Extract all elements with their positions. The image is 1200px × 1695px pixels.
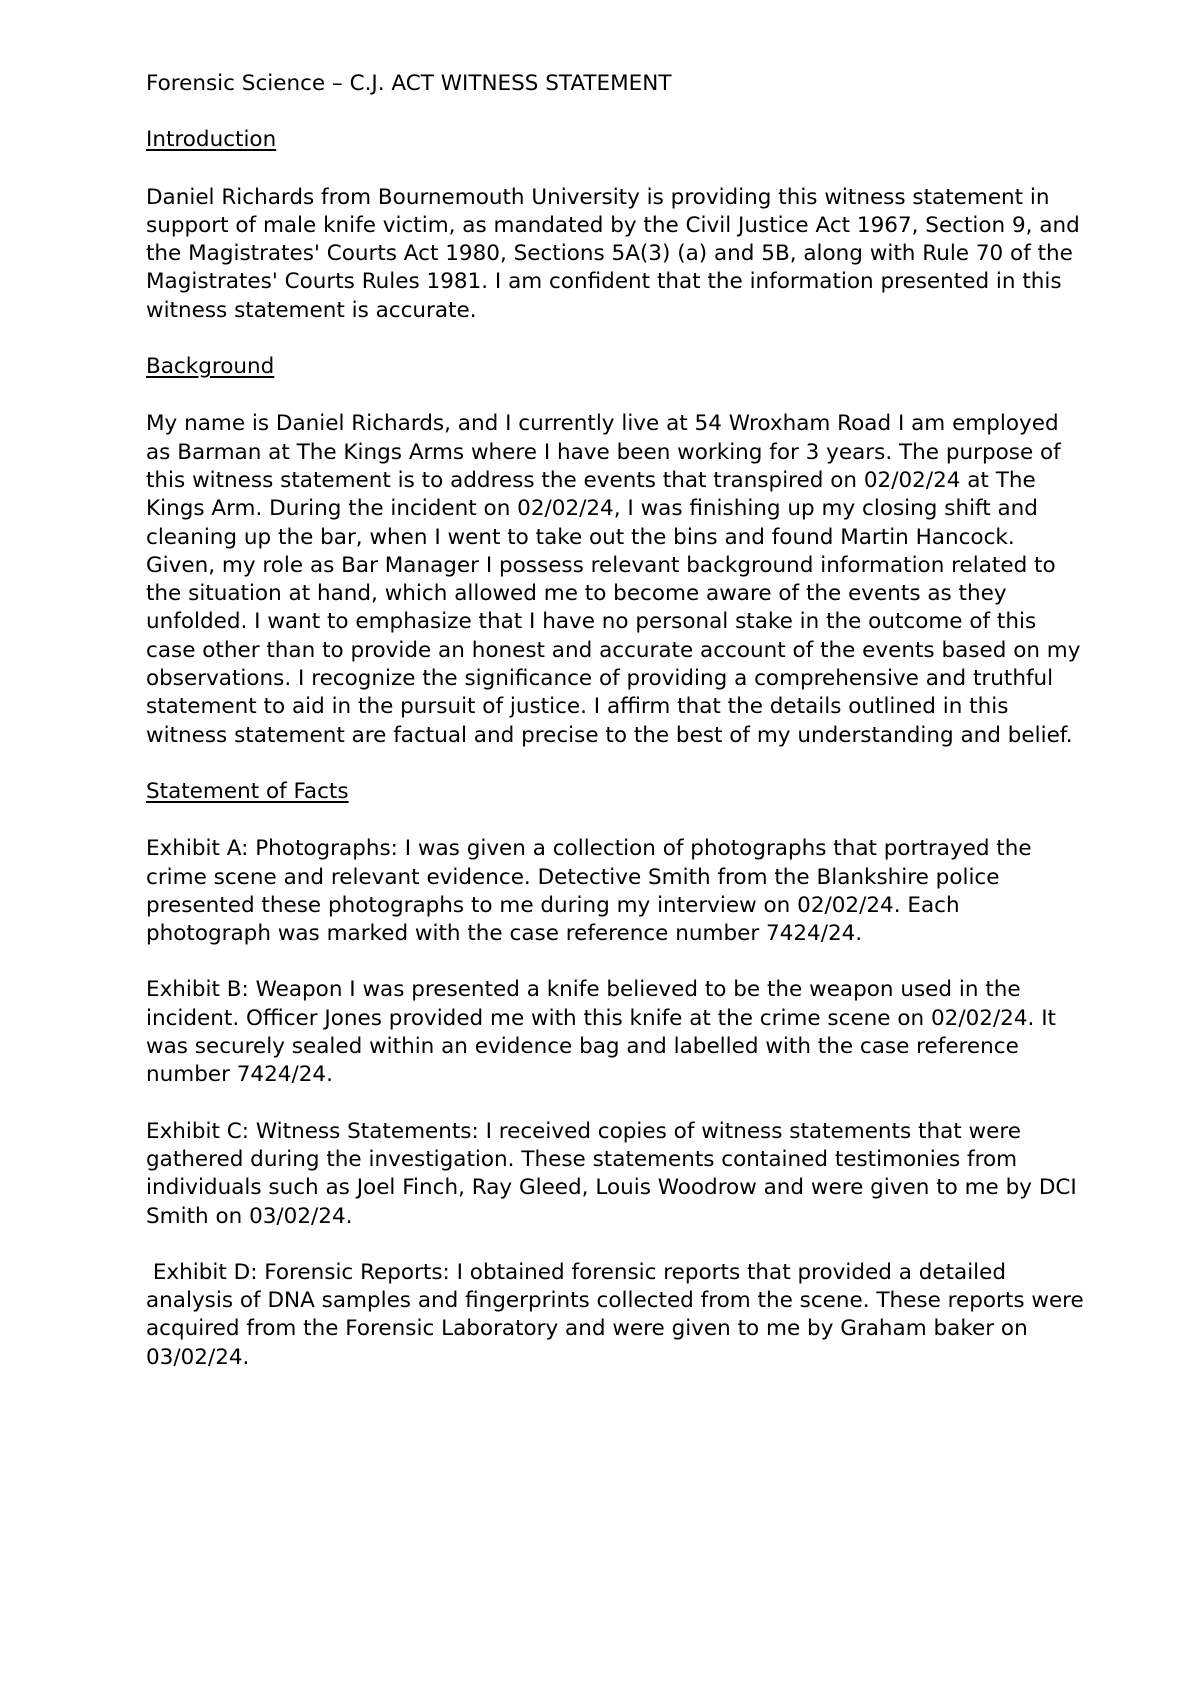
exhibit-a-paragraph: Exhibit A: Photographs: I was given a collection of photographs that portrayed the crime scene and relevant evidence. Detective Smith from the Blankshire police presented these photographs to me during my interview on 02/02/24. Each photograph was marked with the case reference number 7424/24.: [146, 836, 1032, 947]
document-title: Forensic Science – C.J. ACT WITNESS STATEMENT: [146, 71, 672, 96]
exhibit-b-paragraph: Exhibit B: Weapon I was presented a knife believed to be the weapon used in the incident. Officer Jones provided me with this knife at the crime scene on 02/02/24. It was securely sealed within an evidence bag and labelled with the case reference number 7424/24.: [146, 977, 1056, 1088]
background-paragraph: My name is Daniel Richards, and I currently live at 54 Wroxham Road I am employed as Barman at The Kings Arms where I have been working for 3 years. The purpose of this witness statement is to address the events that transpired on 02/02/24 at The Kings Arm. During the incident on 02/02/24, I was finishing up my closing shift and cleaning up the bar, when I went to take out the bins and found Martin Hancock. Given, my role as Bar Manager I possess relevant background information related to the situation at hand, which allowed me to become aware of the events as they unfolded. I want to emphasize that I have no personal stake in the outcome of this case other than to provide an honest and accurate account of the events based on my observations. I recognize the significance of providing a comprehensive and truthful statement to aid in the pursuit of justice. I affirm that the details outlined in this witness statement are factual and precise to the best of my understanding and belief.: [146, 411, 1081, 748]
introduction-heading: Introduction: [146, 127, 277, 153]
exhibit-c-paragraph: Exhibit C: Witness Statements: I received copies of witness statements that were gathered during the investigation. These statements contained testimonies from individuals such as Joel Finch, Ray Gleed, Louis Woodrow and were given to me by DCI Smith on 03/02/24.: [146, 1118, 1077, 1229]
introduction-section: [146, 126, 1086, 325]
statement-of-facts-heading: Statement of Facts: [146, 778, 349, 804]
document-body: [146, 70, 1091, 1400]
background-heading: Background: [146, 354, 275, 380]
background-section: [146, 353, 1086, 750]
introduction-paragraph: Daniel Richards from Bournemouth University is providing this witness statement in support of male knife victim, as mandated by the Civil Justice Act 1967, Section 9, and the Magistrates' Courts Act 1980, Sections 5A(3) (a) and 5B, along with Rule 70 of the Magistrates' Courts Rules 1981. I am confident that the information presented in this witness statement is accurate.: [146, 184, 1080, 323]
exhibit-d-paragraph: Exhibit D: Forensic Reports: I obtained forensic reports that provided a detailed analysis of DNA samples and fingerprints collected from the scene. These reports were acquired from the Forensic Laboratory and were given to me by Graham baker on 03/02/24.: [146, 1259, 1091, 1370]
statement-of-facts-section: [146, 778, 1091, 1372]
